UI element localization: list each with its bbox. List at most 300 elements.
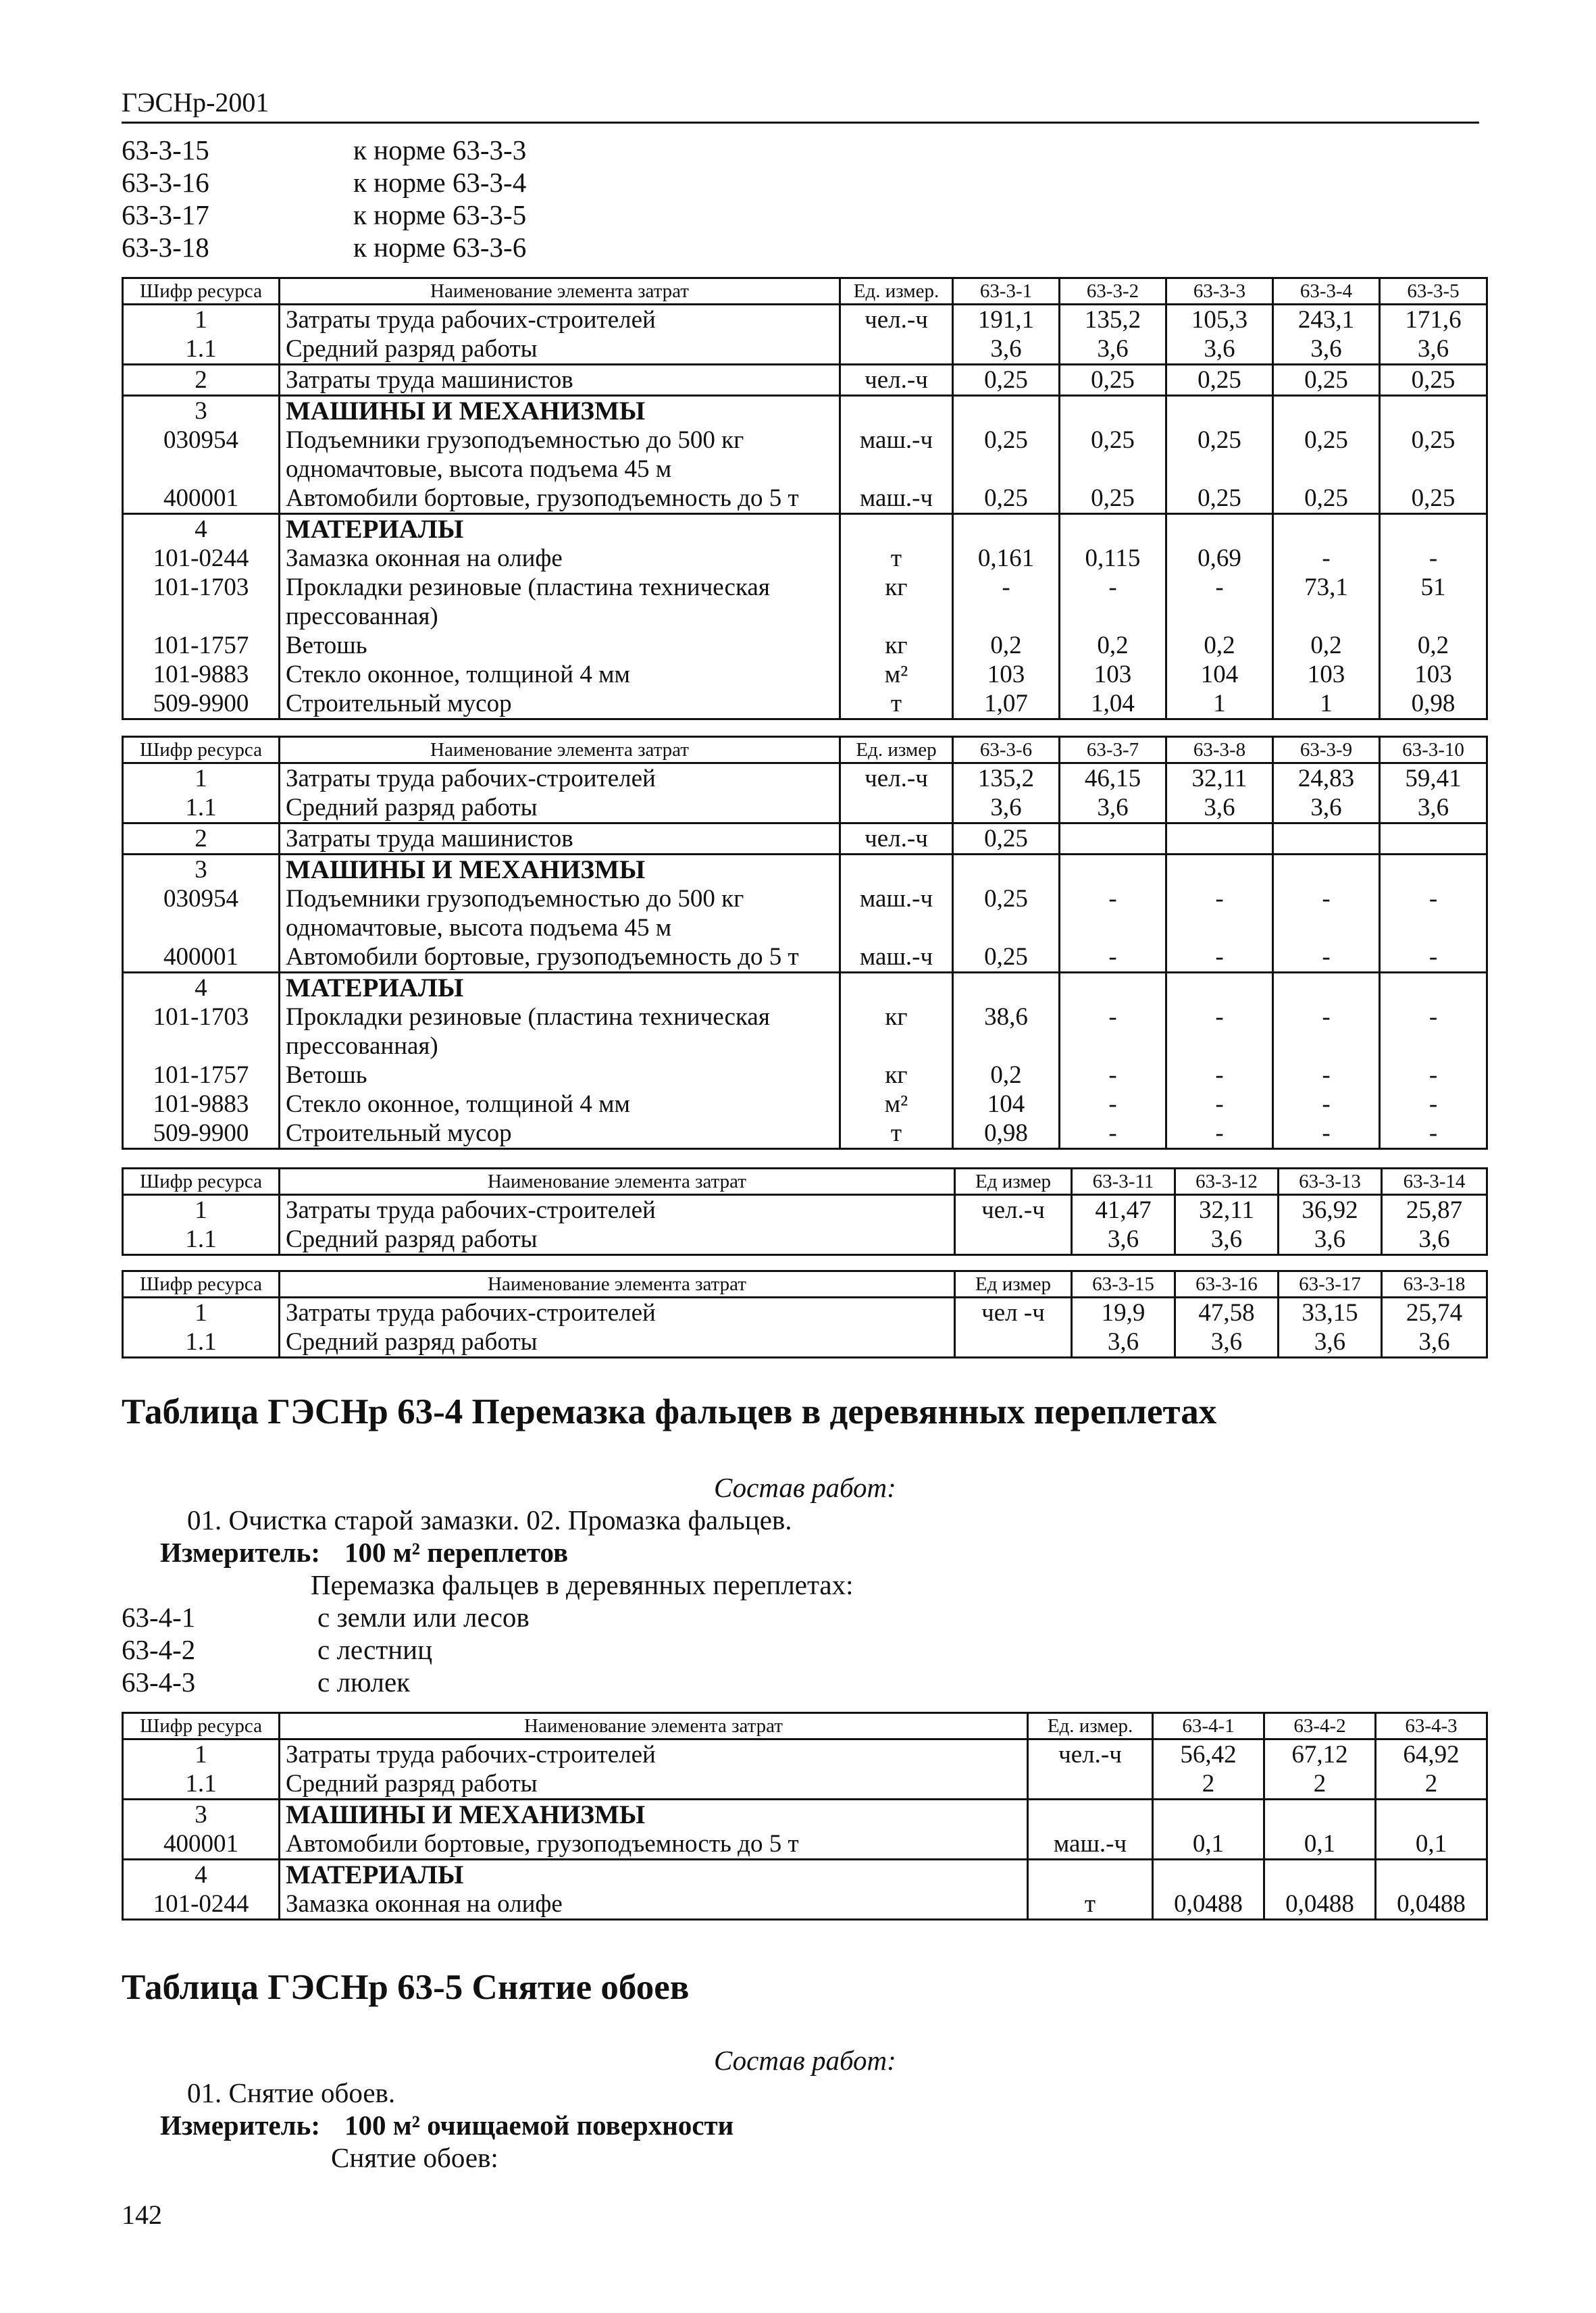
value-cell: 1,07 [953, 689, 1060, 719]
column-header: 63-3-4 [1273, 278, 1380, 305]
resource-name-cell: Подъемники грузоподъемностью до 500 кг одномачтовые, высота подъема 45 м [280, 884, 840, 942]
value-cell: - [1380, 1061, 1487, 1090]
column-header: 63-3-7 [1060, 737, 1166, 763]
table-row [123, 426, 1487, 484]
value-cell: 103 [1060, 660, 1166, 689]
value-cell: - [1380, 544, 1487, 573]
value-cell: 3,6 [1382, 1225, 1487, 1255]
column-header: 63-4-3 [1376, 1713, 1487, 1739]
work-composition-text: 01. Снятие обоев. [187, 2077, 396, 2108]
value-cell: 0,115 [1060, 544, 1166, 573]
value-cell: - [1060, 1002, 1166, 1061]
column-header: 63-4-2 [1264, 1713, 1376, 1739]
unit-cell: кг [840, 1061, 953, 1090]
value-cell [1380, 855, 1487, 885]
value-cell: 0,1 [1376, 1829, 1487, 1860]
unit-cell [955, 1225, 1072, 1255]
value-cell [1273, 855, 1380, 885]
resource-name-cell: Автомобили бортовые, грузоподъемность до 5 т [280, 484, 840, 514]
column-header: Ед измер [955, 1271, 1072, 1298]
measure-label: Измеритель: [160, 1537, 321, 1568]
table-row [123, 763, 1487, 794]
value-cell: 135,2 [953, 763, 1060, 794]
table-row [123, 973, 1487, 1003]
column-header: Наименование элемента затрат [280, 1169, 955, 1195]
unit-cell: т [840, 544, 953, 573]
table-header-row [123, 1169, 1487, 1195]
resource-name-cell: Затраты труда машинистов [280, 365, 840, 396]
unit-cell: маш.-ч [840, 484, 953, 514]
column-header: Ед измер [955, 1169, 1072, 1195]
table-row [123, 365, 1487, 396]
value-cell: 32,11 [1175, 1195, 1279, 1225]
column-header: 63-3-9 [1273, 737, 1380, 763]
unit-cell: чел.-ч [840, 305, 953, 335]
resource-name-cell: Затраты труда рабочих-строителей [280, 1739, 1028, 1770]
value-cell [953, 514, 1060, 544]
value-cell [1273, 514, 1380, 544]
resource-code-cell: 1.1 [123, 793, 280, 823]
resource-code-cell: 1 [123, 763, 280, 794]
resource-code-cell: 2 [123, 365, 280, 396]
unit-cell [1028, 1860, 1153, 1890]
table-header-row [123, 1713, 1487, 1739]
resource-table-63-3-15-to-18 [122, 1270, 1488, 1358]
section-title-63-5: Таблица ГЭСНр 63-5 Снятие обоев [122, 1968, 690, 2007]
unit-cell: т [840, 1119, 953, 1149]
value-cell: 0,2 [1273, 631, 1380, 660]
resource-code-cell: 4 [123, 1860, 280, 1890]
unit-cell [955, 1327, 1072, 1358]
unit-cell: т [840, 689, 953, 719]
column-header: 63-3-10 [1380, 737, 1487, 763]
value-cell: - [1166, 1119, 1273, 1149]
column-header: Ед. измер. [1028, 1713, 1153, 1739]
value-cell: 3,6 [1380, 334, 1487, 365]
value-cell: 0,25 [1380, 426, 1487, 484]
value-cell: 0,98 [1380, 689, 1487, 719]
norm-ref-text: к норме 63-3-6 [353, 232, 527, 263]
resource-name-cell: Строительный мусор [280, 1119, 840, 1149]
value-cell: 64,92 [1376, 1739, 1487, 1770]
value-cell: - [1060, 573, 1166, 631]
value-cell [1153, 1860, 1264, 1890]
value-cell: 0,25 [1060, 426, 1166, 484]
table-row [123, 1860, 1487, 1890]
resource-name-cell: МАШИНЫ И МЕХАНИЗМЫ [280, 1800, 1028, 1830]
value-cell [1166, 855, 1273, 885]
norm-text: с лестниц [317, 1634, 433, 1665]
value-cell: 3,6 [1382, 1327, 1487, 1358]
unit-cell: чел.-ч [840, 823, 953, 855]
value-cell [1376, 1800, 1487, 1830]
table-row [123, 631, 1487, 660]
unit-cell: кг [840, 573, 953, 631]
column-header: 63-3-12 [1175, 1169, 1279, 1195]
resource-name-cell: Стекло оконное, толщиной 4 мм [280, 1090, 840, 1119]
value-cell [1060, 514, 1166, 544]
value-cell: 67,12 [1264, 1739, 1376, 1770]
resource-name-cell: Затраты труда рабочих-строителей [280, 1298, 955, 1328]
value-cell: 3,6 [1175, 1327, 1279, 1358]
header-rule [122, 122, 1479, 124]
value-cell [1166, 514, 1273, 544]
norm-ref-text: к норме 63-3-4 [353, 167, 527, 198]
unit-cell: чел.-ч [840, 365, 953, 396]
resource-code-cell: 1 [123, 305, 280, 335]
table-row [123, 1090, 1487, 1119]
resource-name-cell: МАТЕРИАЛЫ [280, 1860, 1028, 1890]
value-cell: 105,3 [1166, 305, 1273, 335]
value-cell: - [1380, 884, 1487, 942]
table-row [123, 793, 1487, 823]
value-cell: 0,2 [1166, 631, 1273, 660]
value-cell: - [1060, 1119, 1166, 1149]
value-cell: 73,1 [1273, 573, 1380, 631]
table-row [123, 1225, 1487, 1255]
value-cell: - [1273, 1119, 1380, 1149]
value-cell: 3,6 [1380, 793, 1487, 823]
unit-cell: маш.-ч [1028, 1829, 1153, 1860]
table-row [123, 1829, 1487, 1860]
value-cell: - [1166, 884, 1273, 942]
resource-name-cell: Замазка оконная на олифе [280, 544, 840, 573]
table-row [123, 942, 1487, 973]
value-cell: 0,1 [1153, 1829, 1264, 1860]
unit-cell: м² [840, 1090, 953, 1119]
value-cell: - [1060, 1061, 1166, 1090]
table-row [123, 514, 1487, 544]
resource-table-63-3-1-to-5 [122, 277, 1488, 720]
resource-name-cell: Прокладки резиновые (пластина техническая прессованная) [280, 573, 840, 631]
table-row [123, 1889, 1487, 1920]
value-cell: 0,0488 [1376, 1889, 1487, 1920]
value-cell: 41,47 [1072, 1195, 1175, 1225]
table-row [123, 484, 1487, 514]
resource-name-cell: Ветошь [280, 1061, 840, 1090]
column-header: Шифр ресурса [123, 1271, 280, 1298]
column-header: 63-3-6 [953, 737, 1060, 763]
resource-code-cell: 101-1703 [123, 573, 280, 631]
column-header: Шифр ресурса [123, 278, 280, 305]
column-header: 63-3-3 [1166, 278, 1273, 305]
resource-name-cell: Средний разряд работы [280, 1225, 955, 1255]
value-cell [1166, 396, 1273, 426]
table-header-row [123, 278, 1487, 305]
value-cell: 3,6 [953, 334, 1060, 365]
work-composition-label: Состав работ: [714, 1472, 896, 1503]
unit-cell [840, 334, 953, 365]
table-row [123, 573, 1487, 631]
column-header: 63-4-1 [1153, 1713, 1264, 1739]
resource-code-cell: 1.1 [123, 1225, 280, 1255]
table-row [123, 305, 1487, 335]
value-cell: 25,87 [1382, 1195, 1487, 1225]
resource-name-cell: Средний разряд работы [280, 793, 840, 823]
value-cell: 104 [953, 1090, 1060, 1119]
resource-name-cell: МАТЕРИАЛЫ [280, 973, 840, 1003]
resource-code-cell: 101-0244 [123, 1889, 280, 1920]
resource-table-63-3-6-to-10 [122, 736, 1488, 1150]
unit-cell [840, 793, 953, 823]
table-row [123, 1327, 1487, 1358]
resource-code-cell: 030954 [123, 884, 280, 942]
value-cell: 103 [1380, 660, 1487, 689]
resource-name-cell: Ветошь [280, 631, 840, 660]
norm-ref-code: 63-3-15 [122, 134, 209, 166]
value-cell: 0,25 [1273, 484, 1380, 514]
measure-label: Измеритель: [160, 2110, 321, 2141]
value-cell: 51 [1380, 573, 1487, 631]
resource-name-cell: Затраты труда рабочих-строителей [280, 305, 840, 335]
table-row [123, 884, 1487, 942]
value-cell [1380, 973, 1487, 1003]
value-cell: - [1166, 1061, 1273, 1090]
value-cell [1264, 1860, 1376, 1890]
resource-name-cell: Затраты труда рабочих-строителей [280, 1195, 955, 1225]
value-cell: - [1380, 942, 1487, 973]
value-cell: 104 [1166, 660, 1273, 689]
measure-value: 100 м² очищаемой поверхности [344, 2110, 734, 2141]
value-cell: 3,6 [1166, 334, 1273, 365]
resource-code-cell: 1 [123, 1739, 280, 1770]
value-cell [1060, 973, 1166, 1003]
norm-ref-code: 63-3-16 [122, 167, 209, 198]
value-cell [953, 855, 1060, 885]
resource-name-cell: МАШИНЫ И МЕХАНИЗМЫ [280, 855, 840, 885]
value-cell: 3,6 [1279, 1225, 1382, 1255]
norm-code: 63-4-1 [122, 1602, 196, 1633]
value-cell: - [1380, 1090, 1487, 1119]
norm-text: с люлек [317, 1667, 411, 1698]
subsection-title: Перемазка фальцев в деревянных переплетах: [311, 1569, 854, 1600]
value-cell: - [1273, 544, 1380, 573]
unit-cell: м² [840, 660, 953, 689]
column-header: 63-3-11 [1072, 1169, 1175, 1195]
resource-name-cell: Замазка оконная на олифе [280, 1889, 1028, 1920]
value-cell: 59,41 [1380, 763, 1487, 794]
resource-code-cell: 1 [123, 1298, 280, 1328]
table-row [123, 544, 1487, 573]
norm-ref-code: 63-3-18 [122, 232, 209, 263]
value-cell: 243,1 [1273, 305, 1380, 335]
value-cell: 0,0488 [1153, 1889, 1264, 1920]
column-header: Ед. измер [840, 737, 953, 763]
value-cell: - [1273, 1061, 1380, 1090]
page-number: 142 [122, 2200, 162, 2230]
norm-code: 63-4-3 [122, 1667, 196, 1698]
value-cell: 0,25 [1060, 365, 1166, 396]
resource-code-cell: 101-9883 [123, 1090, 280, 1119]
value-cell: 1 [1273, 689, 1380, 719]
column-header: 63-3-16 [1175, 1271, 1279, 1298]
unit-cell: т [1028, 1889, 1153, 1920]
value-cell: 3,6 [953, 793, 1060, 823]
unit-cell: кг [840, 1002, 953, 1061]
value-cell: 3,6 [1279, 1327, 1382, 1358]
table-row [123, 334, 1487, 365]
table-header-row [123, 737, 1487, 763]
norm-ref-code: 63-3-17 [122, 199, 209, 230]
value-cell: 47,58 [1175, 1298, 1279, 1328]
resource-name-cell: МАТЕРИАЛЫ [280, 514, 840, 544]
value-cell: 103 [953, 660, 1060, 689]
norm-text: с земли или лесов [317, 1602, 530, 1633]
unit-cell [1028, 1769, 1153, 1800]
value-cell: - [1273, 1090, 1380, 1119]
value-cell: 3,6 [1060, 793, 1166, 823]
resource-name-cell: Прокладки резиновые (пластина техническая прессованная) [280, 1002, 840, 1061]
column-header: 63-3-8 [1166, 737, 1273, 763]
value-cell: 3,6 [1166, 793, 1273, 823]
unit-cell: чел.-ч [840, 763, 953, 794]
value-cell [953, 973, 1060, 1003]
value-cell: 0,2 [1380, 631, 1487, 660]
unit-cell [840, 396, 953, 426]
column-header: 63-3-18 [1382, 1271, 1487, 1298]
resource-code-cell: 3 [123, 1800, 280, 1830]
unit-cell: маш.-ч [840, 426, 953, 484]
value-cell: 0,25 [1273, 426, 1380, 484]
unit-cell: чел.-ч [1028, 1739, 1153, 1770]
value-cell: 0,25 [1166, 365, 1273, 396]
resource-code-cell: 1.1 [123, 1327, 280, 1358]
resource-code-cell: 4 [123, 514, 280, 544]
table-row [123, 1119, 1487, 1149]
value-cell [1166, 973, 1273, 1003]
value-cell: 25,74 [1382, 1298, 1487, 1328]
resource-code-cell: 400001 [123, 942, 280, 973]
doc-code: ГЭСНр-2001 [122, 87, 269, 118]
value-cell: 0,69 [1166, 544, 1273, 573]
value-cell: 19,9 [1072, 1298, 1175, 1328]
value-cell: - [1060, 884, 1166, 942]
table-row [123, 1061, 1487, 1090]
resource-name-cell: Средний разряд работы [280, 1327, 955, 1358]
resource-code-cell: 101-0244 [123, 544, 280, 573]
resource-code-cell: 1 [123, 1195, 280, 1225]
value-cell: 32,11 [1166, 763, 1273, 794]
value-cell [1380, 823, 1487, 855]
value-cell: 0,25 [1380, 365, 1487, 396]
value-cell: 0,25 [1380, 484, 1487, 514]
resource-code-cell: 3 [123, 855, 280, 885]
value-cell: - [1273, 1002, 1380, 1061]
table-row [123, 396, 1487, 426]
value-cell: 0,25 [953, 365, 1060, 396]
resource-code-cell: 101-1757 [123, 1061, 280, 1090]
measure-value: 100 м² переплетов [344, 1537, 569, 1568]
column-header: Шифр ресурса [123, 737, 280, 763]
value-cell: 1 [1166, 689, 1273, 719]
resource-name-cell: Стекло оконное, толщиной 4 мм [280, 660, 840, 689]
work-composition-text: 01. Очистка старой замазки. 02. Промазка фальцев. [187, 1504, 792, 1535]
value-cell [1060, 823, 1166, 855]
column-header: Наименование элемента затрат [280, 278, 840, 305]
value-cell: 0,2 [953, 1061, 1060, 1090]
value-cell [1153, 1800, 1264, 1830]
value-cell [1380, 514, 1487, 544]
column-header: Шифр ресурса [123, 1713, 280, 1739]
resource-name-cell: Строительный мусор [280, 689, 840, 719]
resource-code-cell: 030954 [123, 426, 280, 484]
resource-code-cell: 509-9900 [123, 1119, 280, 1149]
column-header: 63-3-17 [1279, 1271, 1382, 1298]
table-row [123, 1298, 1487, 1328]
table-row [123, 1769, 1487, 1800]
value-cell [1380, 396, 1487, 426]
value-cell: 24,83 [1273, 763, 1380, 794]
value-cell: - [1273, 942, 1380, 973]
value-cell: 36,92 [1279, 1195, 1382, 1225]
value-cell: 0,25 [953, 426, 1060, 484]
value-cell: - [1166, 1090, 1273, 1119]
value-cell: 0,1 [1264, 1829, 1376, 1860]
column-header: 63-3-15 [1072, 1271, 1175, 1298]
value-cell: 103 [1273, 660, 1380, 689]
resource-code-cell: 400001 [123, 484, 280, 514]
resource-code-cell: 101-1757 [123, 631, 280, 660]
value-cell: 46,15 [1060, 763, 1166, 794]
table-row [123, 823, 1487, 855]
table-row [123, 1195, 1487, 1225]
value-cell: - [1380, 1002, 1487, 1061]
resource-name-cell: Автомобили бортовые, грузоподъемность до 5 т [280, 1829, 1028, 1860]
value-cell: 56,42 [1153, 1739, 1264, 1770]
column-header: Наименование элемента затрат [280, 737, 840, 763]
resource-table-63-4 [122, 1712, 1488, 1921]
value-cell: 0,0488 [1264, 1889, 1376, 1920]
value-cell: 1,04 [1060, 689, 1166, 719]
table-row [123, 1002, 1487, 1061]
value-cell: - [953, 573, 1060, 631]
column-header: 63-3-2 [1060, 278, 1166, 305]
resource-code-cell: 1.1 [123, 334, 280, 365]
unit-cell: кг [840, 631, 953, 660]
resource-name-cell: Затраты труда рабочих-строителей [280, 763, 840, 794]
table-row [123, 689, 1487, 719]
value-cell [1273, 396, 1380, 426]
value-cell: - [1273, 884, 1380, 942]
value-cell: - [1060, 1090, 1166, 1119]
resource-name-cell: Средний разряд работы [280, 334, 840, 365]
value-cell [1060, 396, 1166, 426]
value-cell: 3,6 [1273, 334, 1380, 365]
value-cell: 0,25 [953, 484, 1060, 514]
table-row [123, 1739, 1487, 1770]
value-cell [1273, 973, 1380, 1003]
value-cell: 171,6 [1380, 305, 1487, 335]
value-cell: 0,25 [953, 884, 1060, 942]
value-cell [1273, 823, 1380, 855]
resource-code-cell: 4 [123, 973, 280, 1003]
norm-ref-text: к норме 63-3-3 [353, 134, 527, 166]
norm-code: 63-4-2 [122, 1634, 196, 1665]
section-title-63-4: Таблица ГЭСНр 63-4 Перемазка фальцев в деревянных переплетах [122, 1392, 1217, 1431]
value-cell: 3,6 [1060, 334, 1166, 365]
value-cell: 0,25 [953, 823, 1060, 855]
resource-name-cell: Автомобили бортовые, грузоподъемность до 5 т [280, 942, 840, 973]
resource-code-cell: 3 [123, 396, 280, 426]
unit-cell: чел.-ч [955, 1195, 1072, 1225]
value-cell: - [1166, 573, 1273, 631]
unit-cell [840, 973, 953, 1003]
value-cell: 33,15 [1279, 1298, 1382, 1328]
value-cell: 0,2 [1060, 631, 1166, 660]
unit-cell [840, 855, 953, 885]
column-header: 63-3-14 [1382, 1169, 1487, 1195]
unit-cell: чел -ч [955, 1298, 1072, 1328]
